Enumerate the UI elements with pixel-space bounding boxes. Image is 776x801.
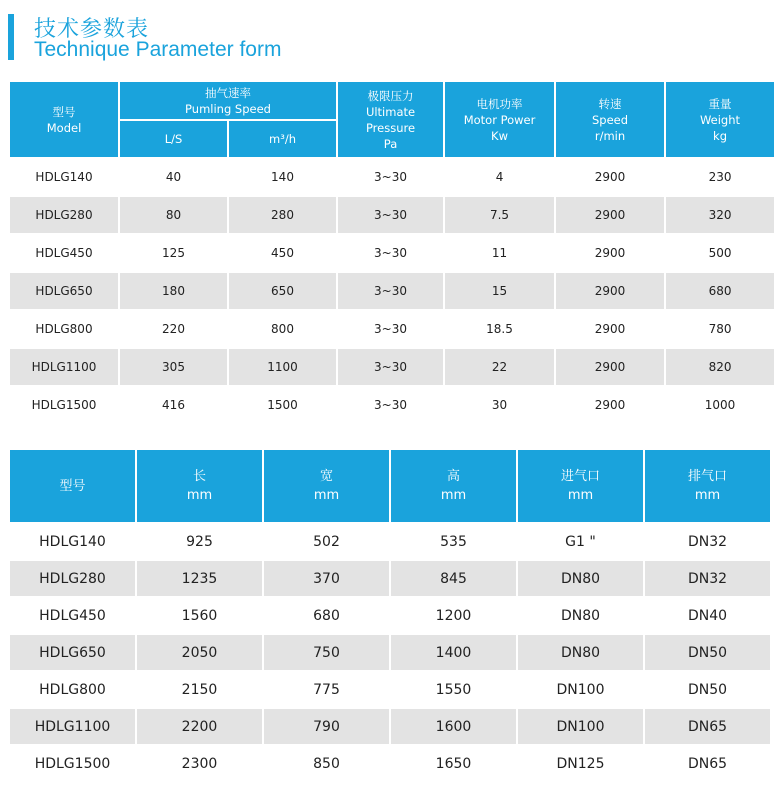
table-row — [10, 524, 770, 559]
header-outlet: 排气口 mm — [645, 450, 770, 522]
table-row — [10, 197, 774, 233]
cell-width: 790 — [264, 709, 389, 744]
cell-inlet: DN100 — [518, 709, 643, 744]
cell-height: 1550 — [391, 672, 516, 707]
header-motor-power: 电机功率 Motor Power Kw — [445, 82, 554, 157]
header-speed-m3h: m³/h — [229, 121, 336, 157]
table-row — [10, 273, 774, 309]
cell-height: 535 — [391, 524, 516, 559]
table-row — [10, 635, 770, 670]
table-row — [10, 235, 774, 271]
cell-weight: 820 — [666, 349, 774, 385]
cell-outlet: DN50 — [645, 635, 770, 670]
cell-outlet: DN40 — [645, 598, 770, 633]
cell-speed-rpm: 2900 — [556, 311, 664, 347]
cell-length: 1560 — [137, 598, 262, 633]
cell-motor-power: 7.5 — [445, 197, 554, 233]
cell-speed-rpm: 2900 — [556, 349, 664, 385]
table-row — [10, 746, 770, 781]
cell-motor-power: 30 — [445, 387, 554, 423]
table-row — [10, 311, 774, 347]
table-row — [10, 387, 774, 423]
header-ultimate-pressure: 极限压力 Ultimate Pressure Pa — [338, 82, 443, 157]
cell-speed-rpm: 2900 — [556, 197, 664, 233]
cell-weight: 780 — [666, 311, 774, 347]
parameter-table — [8, 80, 776, 425]
cell-model: HDLG650 — [10, 635, 135, 670]
cell-length: 2050 — [137, 635, 262, 670]
cell-model: HDLG450 — [10, 235, 118, 271]
cell-outlet: DN32 — [645, 524, 770, 559]
cell-motor-power: 15 — [445, 273, 554, 309]
header-model: 型号 Model — [10, 82, 118, 157]
cell-motor-power: 18.5 — [445, 311, 554, 347]
table-row — [10, 709, 770, 744]
dimension-table — [8, 448, 772, 783]
cell-ultimate-pressure: 3~30 — [338, 311, 443, 347]
dimension-table-body — [10, 524, 770, 781]
cell-weight: 680 — [666, 273, 774, 309]
table-row — [10, 561, 770, 596]
cell-model: HDLG1100 — [10, 709, 135, 744]
cell-model: HDLG280 — [10, 197, 118, 233]
cell-ultimate-pressure: 3~30 — [338, 197, 443, 233]
table-row — [10, 672, 770, 707]
cell-speed-rpm: 2900 — [556, 159, 664, 195]
cell-ultimate-pressure: 3~30 — [338, 387, 443, 423]
header-model: 型号 — [10, 450, 135, 522]
title-chinese: 技术参数表 — [34, 17, 150, 42]
header-height: 高 mm — [391, 450, 516, 522]
cell-model: HDLG280 — [10, 561, 135, 596]
cell-width: 502 — [264, 524, 389, 559]
cell-length: 2150 — [137, 672, 262, 707]
cell-speed-m3h: 450 — [229, 235, 336, 271]
cell-speed-ls: 305 — [120, 349, 227, 385]
title-accent-bar — [8, 14, 14, 60]
cell-height: 845 — [391, 561, 516, 596]
cell-outlet: DN65 — [645, 709, 770, 744]
header-speed-rpm: 转速 Speed r/min — [556, 82, 664, 157]
cell-width: 750 — [264, 635, 389, 670]
cell-height: 1400 — [391, 635, 516, 670]
dimension-table-header — [10, 450, 770, 522]
cell-ultimate-pressure: 3~30 — [338, 273, 443, 309]
cell-length: 925 — [137, 524, 262, 559]
cell-inlet: DN125 — [518, 746, 643, 781]
cell-inlet: DN80 — [518, 635, 643, 670]
cell-speed-ls: 416 — [120, 387, 227, 423]
cell-motor-power: 22 — [445, 349, 554, 385]
parameter-table-body — [10, 159, 774, 423]
cell-length: 2300 — [137, 746, 262, 781]
cell-width: 850 — [264, 746, 389, 781]
cell-speed-m3h: 280 — [229, 197, 336, 233]
table-row — [10, 159, 774, 195]
cell-outlet: DN50 — [645, 672, 770, 707]
cell-model: HDLG450 — [10, 598, 135, 633]
table-row — [10, 598, 770, 633]
header-speed-ls: L/S — [120, 121, 227, 157]
cell-weight: 1000 — [666, 387, 774, 423]
cell-speed-m3h: 1100 — [229, 349, 336, 385]
cell-width: 775 — [264, 672, 389, 707]
header-pumping-speed: 抽气速率 Pumling Speed — [120, 82, 336, 119]
cell-width: 370 — [264, 561, 389, 596]
cell-speed-m3h: 800 — [229, 311, 336, 347]
cell-weight: 230 — [666, 159, 774, 195]
cell-speed-ls: 40 — [120, 159, 227, 195]
cell-speed-ls: 80 — [120, 197, 227, 233]
cell-outlet: DN32 — [645, 561, 770, 596]
cell-inlet: G1 " — [518, 524, 643, 559]
cell-weight: 500 — [666, 235, 774, 271]
header-inlet: 进气口 mm — [518, 450, 643, 522]
cell-speed-m3h: 1500 — [229, 387, 336, 423]
cell-model: HDLG1100 — [10, 349, 118, 385]
cell-model: HDLG800 — [10, 311, 118, 347]
cell-inlet: DN100 — [518, 672, 643, 707]
cell-inlet: DN80 — [518, 598, 643, 633]
cell-ultimate-pressure: 3~30 — [338, 235, 443, 271]
cell-model: HDLG650 — [10, 273, 118, 309]
cell-motor-power: 4 — [445, 159, 554, 195]
cell-speed-ls: 180 — [120, 273, 227, 309]
title-english: Technique Parameter form — [34, 38, 282, 61]
cell-weight: 320 — [666, 197, 774, 233]
cell-length: 2200 — [137, 709, 262, 744]
cell-height: 1650 — [391, 746, 516, 781]
cell-height: 1600 — [391, 709, 516, 744]
cell-model: HDLG800 — [10, 672, 135, 707]
cell-speed-ls: 125 — [120, 235, 227, 271]
cell-length: 1235 — [137, 561, 262, 596]
cell-model: HDLG1500 — [10, 746, 135, 781]
cell-speed-m3h: 140 — [229, 159, 336, 195]
cell-speed-rpm: 2900 — [556, 273, 664, 309]
cell-speed-ls: 220 — [120, 311, 227, 347]
cell-model: HDLG140 — [10, 159, 118, 195]
header-weight: 重量 Weight kg — [666, 82, 774, 157]
cell-outlet: DN65 — [645, 746, 770, 781]
table-row — [10, 349, 774, 385]
cell-inlet: DN80 — [518, 561, 643, 596]
cell-ultimate-pressure: 3~30 — [338, 349, 443, 385]
header-width: 宽 mm — [264, 450, 389, 522]
cell-motor-power: 11 — [445, 235, 554, 271]
cell-speed-rpm: 2900 — [556, 387, 664, 423]
cell-model: HDLG140 — [10, 524, 135, 559]
cell-height: 1200 — [391, 598, 516, 633]
cell-speed-rpm: 2900 — [556, 235, 664, 271]
cell-ultimate-pressure: 3~30 — [338, 159, 443, 195]
header-length: 长 mm — [137, 450, 262, 522]
cell-width: 680 — [264, 598, 389, 633]
cell-model: HDLG1500 — [10, 387, 118, 423]
cell-speed-m3h: 650 — [229, 273, 336, 309]
